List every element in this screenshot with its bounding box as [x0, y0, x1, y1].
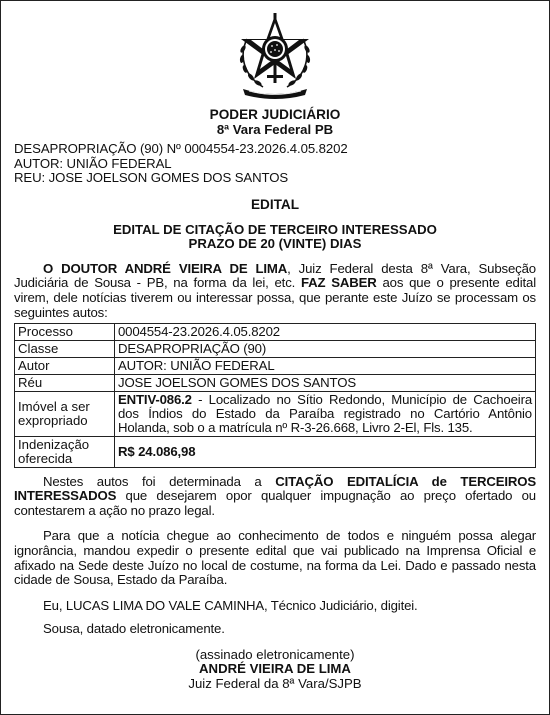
signature-role: Juiz Federal da 8ª Vara/SJPB [188, 675, 362, 691]
row-value: JOSE JOELSON GOMES DOS SANTOS [115, 374, 536, 391]
table-row [15, 323, 536, 340]
imovel-label: Imóvel a ser expropriado [15, 391, 115, 436]
row-value: DESAPROPRIAÇÃO (90) [115, 340, 536, 357]
intro-text-2: aos que o presente edital virem, dele notícias tiverem ou interessar possa, que perante este Juízo se processam os seguintes autos: [14, 275, 536, 320]
citation-paragraph [14, 475, 536, 519]
vara-heading: 8ª Vara Federal PB [216, 122, 334, 137]
row-label: Réu [15, 374, 115, 391]
table-row [15, 357, 536, 374]
judge-name: O DOUTOR ANDRÉ VIEIRA DE LIMA [43, 260, 288, 276]
defendant-line: REU: JOSE JOELSON GOMES DOS SANTOS [14, 170, 289, 185]
indenizacao-label: Indenização oferecida [15, 436, 115, 467]
court-heading: PODER JUDICIÁRIO [209, 107, 341, 122]
typist-paragraph: Eu, LUCAS LIMA DO VALE CAMINHA, Técnico Judiciário, digitei. [43, 598, 418, 614]
row-value: 0004554-23.2026.4.05.8202 [115, 323, 536, 340]
edital-label: EDITAL [250, 196, 300, 212]
table-row [15, 391, 536, 436]
row-label: Classe [15, 340, 115, 357]
edital-title: EDITAL DE CITAÇÃO DE TERCEIRO INTERESSADO [113, 221, 437, 237]
signature-block [14, 648, 536, 692]
citation-bold: CITAÇÃO EDITALÍCIA de TERCEIROS INTERESSADOS [14, 473, 536, 504]
intro-paragraph [14, 262, 536, 321]
citation-text-1: Nestes autos foi determinada a [43, 473, 276, 489]
imovel-code: ENTIV-086.2 [118, 391, 192, 407]
faz-saber: FAZ SABER [300, 275, 377, 291]
table-row [15, 436, 536, 467]
signature-note: (assinado eletronicamente) [195, 646, 355, 662]
row-value: AUTOR: UNIÃO FEDERAL [115, 357, 536, 374]
indenizacao-value: R$ 24.086,98 [115, 436, 536, 467]
imovel-value [115, 391, 536, 436]
process-line: DESAPROPRIAÇÃO (90) Nº 0004554-23.2026.4.05.8202 [14, 141, 348, 156]
citation-text-2: que desejarem opor qualquer impugnação ao preço ofertado ou contestarem a ação no prazo legal. [14, 488, 536, 519]
edital-deadline: PRAZO DE 20 (VINTE) DIAS [188, 236, 362, 251]
signature-name: ANDRÉ VIEIRA DE LIMA [199, 661, 351, 677]
date-paragraph: Sousa, datado eletronicamente. [43, 621, 225, 637]
table-row [15, 374, 536, 391]
table-row [15, 340, 536, 357]
row-label: Autor [15, 357, 115, 374]
publication-paragraph: Para que a notícia chegue ao conhecimento de todos e ninguém possa alegar ignorância, mandou expedir o presente edital que vai publicado na Imprensa Oficial e afixado na Sede deste Juízo no local de costume, na forma da Lei. Dado e passado nesta cidade de Sousa, Estado da Paraíba. [14, 528, 536, 588]
brazil-coat-of-arms-icon [233, 9, 317, 99]
intro-text-1: , Juiz Federal desta 8ª Vara, Subseção Judiciária de Sousa - PB, na forma da lei, etc. [14, 260, 536, 291]
case-info [14, 142, 536, 186]
case-table [14, 323, 536, 468]
imovel-text: - Localizado no Sítio Redondo, Município de Cachoeira dos Índios do Estado da Paraíba registrado no Cartório Antônio Holanda, sob o a matrícula nº R-3-26.668, Livro 2-El, Fls. 135. [118, 391, 532, 435]
author-line: AUTOR: UNIÃO FEDERAL [14, 155, 172, 171]
row-label: Processo [15, 323, 115, 340]
